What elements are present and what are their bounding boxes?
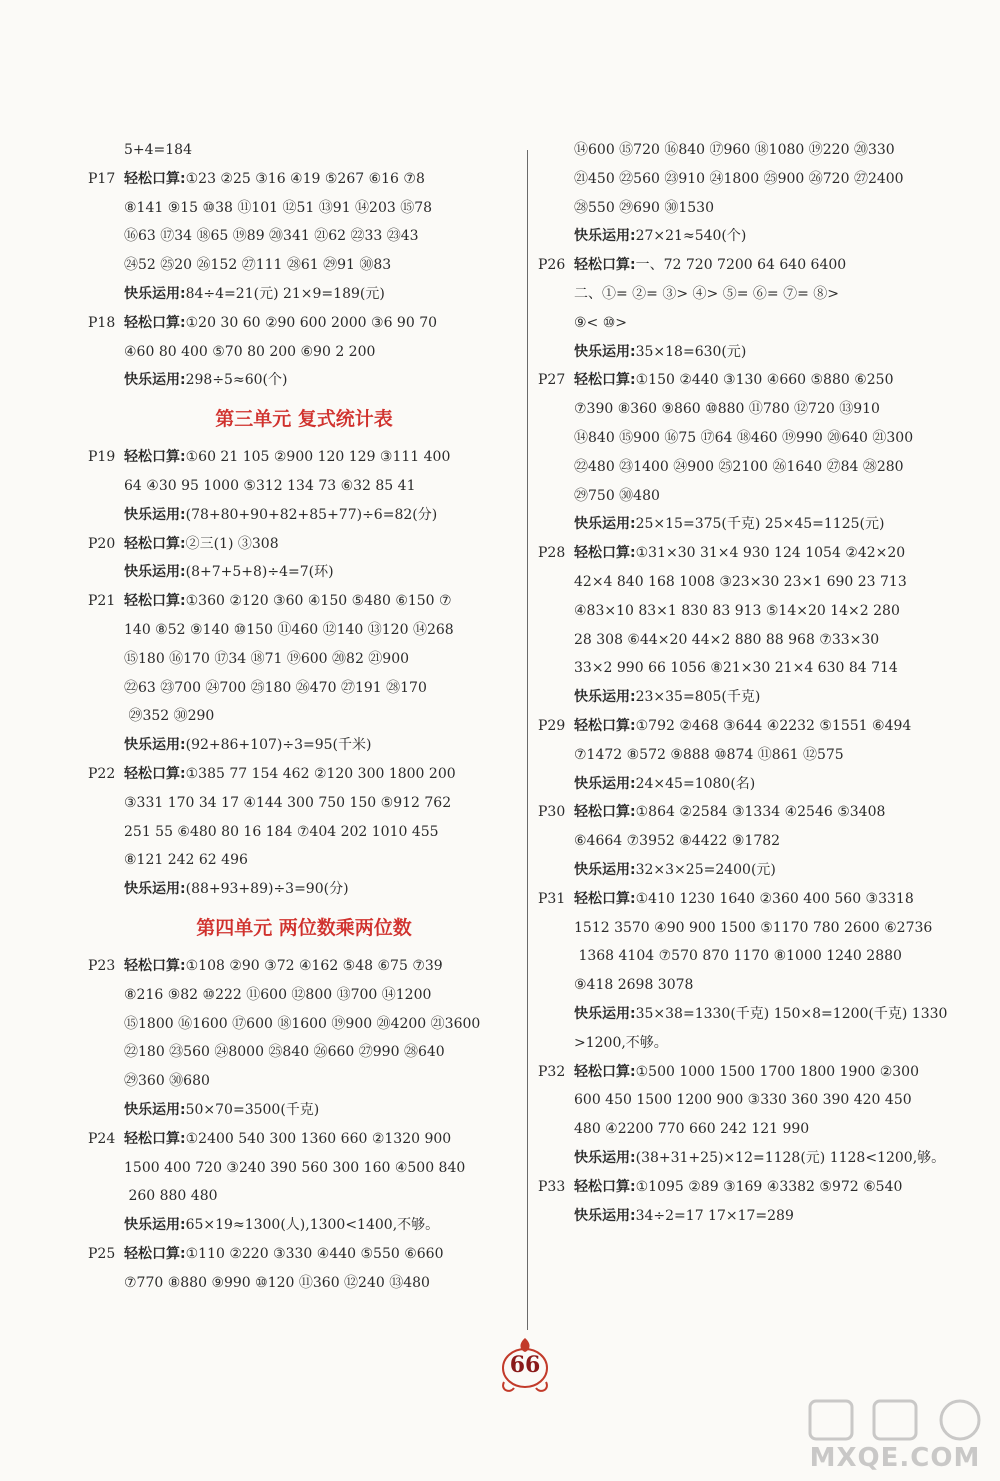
entry-text: ⑦770 ⑧880 ⑨990 ⑩120 ⑪360 ⑫240 ⑬480 bbox=[124, 1274, 430, 1291]
answer-entry bbox=[538, 889, 914, 909]
entry-label: 轻松口算: bbox=[124, 958, 186, 974]
answer-entry bbox=[88, 764, 456, 784]
answer-entry bbox=[88, 1129, 451, 1149]
entry-text: ①385 77 154 462 ②120 300 1800 200 bbox=[185, 766, 456, 782]
page-ref: P31 bbox=[538, 890, 566, 907]
page-ref: P26 bbox=[538, 257, 566, 274]
application-answer bbox=[88, 1215, 439, 1235]
continuation-line bbox=[88, 822, 439, 842]
continuation-line bbox=[88, 706, 214, 726]
entry-text: 32×3×25=2400(元) bbox=[635, 862, 776, 878]
entry-text: ㉙352 ㉚290 bbox=[124, 708, 215, 725]
page-ref: P19 bbox=[88, 449, 116, 466]
page-ref: P24 bbox=[88, 1130, 116, 1147]
entry-label: 快乐运用: bbox=[574, 516, 636, 533]
entry-text: ⑮180 ⑯170 ⑰34 ⑱71 ⑲600 ⑳82 ㉑900 bbox=[124, 650, 410, 667]
entry-text: ㉙360 ㉚680 bbox=[124, 1073, 210, 1090]
entry-text: 28 308 ⑥44×20 44×2 880 88 968 ⑦33×30 bbox=[574, 631, 880, 648]
entry-text: ①500 1000 1500 1700 1800 1900 ②300 bbox=[635, 1063, 919, 1080]
entry-text: 84÷4=21(元) 21×9=189(元) bbox=[185, 286, 385, 302]
entry-text: 1512 3570 ④90 900 1500 ⑤1170 780 2600 ⑥2736 bbox=[574, 919, 933, 936]
application-answer bbox=[88, 370, 287, 390]
entry-text: 251 55 ⑥480 80 16 184 ⑦404 202 1010 455 bbox=[124, 823, 439, 840]
entry-label: 轻松口算: bbox=[124, 593, 186, 610]
entry-text: 24×45=1080(名) bbox=[635, 775, 756, 792]
entry-label: 快乐运用: bbox=[574, 1207, 636, 1224]
entry-text: 140 ⑧52 ⑨140 ⑩150 ⑪460 ⑫140 ⑬120 ⑭268 bbox=[124, 622, 454, 638]
answer-entry bbox=[88, 1244, 444, 1264]
application-answer bbox=[538, 1206, 794, 1226]
page-ref: P30 bbox=[538, 804, 566, 821]
continuation-line bbox=[538, 946, 902, 966]
entry-label: 轻松口算: bbox=[124, 1130, 186, 1147]
continuation-line bbox=[88, 620, 454, 640]
application-answer bbox=[88, 505, 437, 525]
continuation-line bbox=[538, 284, 839, 304]
answer-entry bbox=[88, 591, 452, 611]
entry-text: ①410 1230 1640 ②360 400 560 ③3318 bbox=[635, 890, 914, 907]
entry-text: 27×21≈540(个) bbox=[635, 228, 747, 245]
application-answer bbox=[88, 735, 371, 755]
entry-text: ①23 ②25 ③16 ④19 ⑤267 ⑥16 ⑦8 bbox=[185, 170, 425, 187]
entry-label: 轻松口算: bbox=[124, 170, 186, 187]
entry-text: ㉒480 ㉓1400 ㉔900 ㉕2100 ㉖1640 ㉗84 ㉘280 bbox=[574, 458, 904, 475]
entry-text: 480 ④2200 770 660 242 121 990 bbox=[574, 1121, 810, 1138]
entry-text: ①864 ②2584 ③1334 ④2546 ⑤3408 bbox=[635, 804, 886, 821]
entry-text: ②三(1) ③308 bbox=[185, 535, 279, 552]
continuation-line bbox=[538, 745, 844, 765]
entry-text: ①110 ②220 ③330 ④440 ⑤550 ⑥660 bbox=[185, 1246, 444, 1262]
application-answer bbox=[538, 226, 746, 246]
entry-label: 快乐运用: bbox=[574, 689, 636, 706]
entry-text: ㉔52 ㉕20 ㉖152 ㉗111 ㉘61 ㉙91 ㉚83 bbox=[124, 257, 392, 274]
entry-text: 65×19≈1300(人),1300<1400,不够。 bbox=[185, 1217, 440, 1234]
continuation-line bbox=[538, 572, 907, 592]
continuation-line bbox=[88, 140, 192, 160]
entry-text: 25×15=375(千克) 25×45=1125(元) bbox=[635, 516, 885, 533]
application-answer bbox=[88, 562, 334, 582]
entry-text: 298÷5≈60(个) bbox=[185, 372, 288, 389]
page-ref: P22 bbox=[88, 766, 116, 782]
continuation-line bbox=[538, 831, 780, 851]
entry-label: 快乐运用: bbox=[574, 1006, 636, 1022]
continuation-line bbox=[88, 1014, 480, 1034]
entry-label: 快乐运用: bbox=[124, 1102, 186, 1118]
continuation-line bbox=[538, 313, 627, 333]
entry-text: ①60 21 105 ②900 120 129 ③111 400 bbox=[185, 449, 451, 466]
entry-text: ⑥4664 ⑦3952 ⑧4422 ⑨1782 bbox=[574, 833, 781, 850]
continuation-line bbox=[538, 169, 904, 189]
answer-entry bbox=[538, 1062, 919, 1082]
entry-text: ①108 ②90 ③72 ④162 ⑤48 ⑥75 ⑦39 bbox=[185, 958, 443, 974]
continuation-line bbox=[88, 476, 415, 496]
continuation-line bbox=[88, 1273, 430, 1293]
entry-label: 轻松口算: bbox=[124, 766, 186, 782]
entry-text: ⑧216 ⑨82 ⑩222 ⑪600 ⑫800 ⑬700 ⑭1200 bbox=[124, 986, 432, 1003]
entry-text: 一、72 720 7200 64 640 6400 bbox=[635, 257, 847, 274]
continuation-line bbox=[88, 678, 427, 698]
page-ref: P23 bbox=[88, 958, 116, 974]
page-ref: P17 bbox=[88, 170, 116, 187]
continuation-line bbox=[88, 649, 409, 669]
entry-label: 轻松口算: bbox=[124, 1246, 186, 1262]
page-ref: P18 bbox=[88, 314, 116, 331]
page-ref: P32 bbox=[538, 1063, 566, 1080]
entry-text: ⑦1472 ⑧572 ⑨888 ⑩874 ⑪861 ⑫575 bbox=[574, 746, 844, 763]
continuation-line bbox=[88, 793, 451, 813]
continuation-line bbox=[88, 850, 248, 870]
answer-entry bbox=[88, 447, 450, 467]
entry-text: 5+4=184 bbox=[124, 142, 192, 158]
continuation-line bbox=[88, 255, 391, 275]
entry-text: (38+31+25)×12=1128(元) 1128<1200,够。 bbox=[635, 1150, 946, 1166]
continuation-line bbox=[88, 1186, 218, 1206]
entry-text: ⑯63 ⑰34 ⑱65 ⑲89 ⑳341 ㉑62 ㉒33 ㉓43 bbox=[124, 228, 419, 245]
continuation-line bbox=[538, 198, 714, 218]
continuation-line bbox=[88, 1042, 445, 1062]
entry-label: 快乐运用: bbox=[124, 372, 186, 389]
entry-text: ①20 30 60 ②90 600 2000 ③6 90 70 bbox=[185, 314, 438, 331]
application-answer bbox=[88, 284, 385, 304]
entry-text: (78+80+90+82+85+77)÷6=82(分) bbox=[185, 506, 438, 523]
entry-text: (8+7+5+8)÷4=7(环) bbox=[185, 564, 334, 581]
entry-text: ①31×30 31×4 930 124 1054 ②42×20 bbox=[635, 545, 906, 562]
entry-label: 轻松口算: bbox=[574, 890, 636, 907]
continuation-line bbox=[538, 428, 913, 448]
entry-text: ⑧141 ⑨15 ⑩38 ⑪101 ⑫51 ⑬91 ⑭203 ⑮78 bbox=[124, 199, 433, 216]
entry-label: 快乐运用: bbox=[574, 228, 636, 245]
continuation-line bbox=[538, 486, 660, 506]
page-number: 66 bbox=[509, 1352, 541, 1378]
column-divider bbox=[527, 150, 528, 1330]
answer-entry bbox=[538, 543, 905, 563]
entry-text: ㉙750 ㉚480 bbox=[574, 487, 660, 504]
entry-label: 快乐运用: bbox=[124, 286, 186, 302]
entry-label: 轻松口算: bbox=[574, 372, 636, 389]
continuation-line bbox=[538, 399, 880, 419]
entry-label: 快乐运用: bbox=[124, 737, 186, 754]
entry-label: 轻松口算: bbox=[574, 1178, 636, 1195]
application-answer bbox=[538, 1148, 945, 1168]
entry-text: ㉒180 ㉓560 ㉔8000 ㉕840 ㉖660 ㉗990 ㉘640 bbox=[124, 1044, 445, 1061]
answer-entry bbox=[538, 716, 911, 736]
application-answer bbox=[538, 514, 884, 534]
page-ref: P27 bbox=[538, 372, 566, 389]
entry-text: 35×18=630(元) bbox=[635, 343, 747, 360]
application-answer bbox=[88, 1100, 319, 1120]
page-number-badge bbox=[490, 1330, 560, 1400]
continuation-line bbox=[538, 975, 693, 995]
continuation-line bbox=[88, 226, 419, 246]
entry-text: ⑨418 2698 3078 bbox=[574, 977, 694, 994]
answer-entry bbox=[538, 802, 885, 822]
page-ref: P25 bbox=[88, 1246, 116, 1262]
entry-text: ④83×10 83×1 830 83 913 ⑤14×20 14×2 280 bbox=[574, 602, 900, 619]
entry-text: 50×70=3500(千克) bbox=[185, 1102, 320, 1118]
entry-text: (88+93+89)÷3=90(分) bbox=[185, 881, 349, 898]
entry-label: 轻松口算: bbox=[574, 257, 636, 274]
watermark-site: MXQE.COM bbox=[809, 1443, 981, 1473]
entry-label: 快乐运用: bbox=[574, 343, 636, 360]
entry-text: 64 ④30 95 1000 ⑤312 134 73 ⑥32 85 41 bbox=[124, 478, 416, 494]
entry-label: 轻松口算: bbox=[124, 535, 186, 552]
application-answer bbox=[538, 860, 776, 880]
answer-entry bbox=[88, 534, 279, 554]
entry-text: 260 880 480 bbox=[124, 1188, 218, 1205]
entry-text: 42×4 840 168 1008 ③23×30 23×1 690 23 713 bbox=[574, 574, 907, 590]
continuation-line bbox=[538, 457, 904, 477]
entry-label: 快乐运用: bbox=[574, 862, 636, 878]
continuation-line bbox=[538, 1119, 809, 1139]
entry-text: ㉘550 ㉙690 ㉚1530 bbox=[574, 199, 714, 216]
entry-label: 轻松口算: bbox=[574, 804, 636, 821]
entry-text: 1368 4104 ⑦570 870 1170 ⑧1000 1240 2880 bbox=[574, 948, 902, 965]
watermark-logo-icon bbox=[800, 1395, 990, 1445]
entry-text: ⑭600 ⑮720 ⑯840 ⑰960 ⑱1080 ⑲220 ⑳330 bbox=[574, 142, 895, 158]
continuation-line bbox=[88, 198, 432, 218]
entry-text: ㉒63 ㉓700 ㉔700 ㉕180 ㉖470 ㉗191 ㉘170 bbox=[124, 679, 427, 696]
unit-heading: 第三单元 复式统计表 bbox=[215, 408, 393, 431]
continuation-line bbox=[88, 1071, 210, 1091]
continuation-line bbox=[538, 1033, 668, 1053]
entry-text: ①1095 ②89 ③169 ④3382 ⑤972 ⑥540 bbox=[635, 1178, 903, 1195]
entry-label: 快乐运用: bbox=[124, 506, 186, 523]
page-ref: P33 bbox=[538, 1178, 566, 1195]
entry-label: 轻松口算: bbox=[124, 314, 186, 331]
answer-entry bbox=[538, 1177, 902, 1197]
continuation-line bbox=[88, 342, 375, 362]
entry-label: 轻松口算: bbox=[574, 718, 636, 734]
answer-entry bbox=[538, 255, 846, 275]
application-answer bbox=[88, 879, 349, 899]
answer-entry bbox=[538, 370, 894, 390]
page-ref: P29 bbox=[538, 718, 566, 734]
continuation-line bbox=[538, 658, 898, 678]
entry-label: 快乐运用: bbox=[574, 1150, 636, 1166]
entry-label: 快乐运用: bbox=[574, 775, 636, 792]
entry-text: ①150 ②440 ③130 ④660 ⑤880 ⑥250 bbox=[635, 372, 894, 389]
continuation-line bbox=[538, 1090, 912, 1110]
answer-entry bbox=[88, 313, 437, 333]
entry-text: 二、①= ②= ③> ④> ⑤= ⑥= ⑦= ⑧> bbox=[574, 286, 839, 302]
entry-label: 轻松口算: bbox=[124, 449, 186, 466]
continuation-line bbox=[538, 630, 879, 650]
entry-text: 600 450 1500 1200 900 ③330 360 390 420 450 bbox=[574, 1092, 912, 1109]
entry-text: ⑭840 ⑮900 ⑯75 ⑰64 ⑱460 ⑲990 ⑳640 ㉑300 bbox=[574, 430, 914, 446]
continuation-line bbox=[538, 601, 900, 621]
entry-text: 1500 400 720 ③240 390 560 300 160 ④500 840 bbox=[124, 1159, 466, 1176]
entry-label: 快乐运用: bbox=[124, 881, 186, 898]
entry-text: 33×2 990 66 1056 ⑧21×30 21×4 630 84 714 bbox=[574, 660, 898, 677]
entry-text: 23×35=805(千克) bbox=[635, 689, 761, 706]
entry-text: >1200,不够。 bbox=[574, 1034, 668, 1051]
application-answer bbox=[538, 687, 760, 707]
continuation-line bbox=[88, 985, 431, 1005]
page-ref: P21 bbox=[88, 593, 116, 610]
entry-label: 轻松口算: bbox=[574, 1063, 636, 1080]
answer-entry bbox=[88, 956, 443, 976]
entry-text: ③331 170 34 17 ④144 300 750 150 ⑤912 762 bbox=[124, 794, 452, 811]
entry-text: ㉑450 ㉒560 ㉓910 ㉔1800 ㉕900 ㉖720 ㉗2400 bbox=[574, 170, 904, 187]
entry-text: ④60 80 400 ⑤70 80 200 ⑥90 2 200 bbox=[124, 343, 376, 360]
entry-text: ①2400 540 300 1360 660 ②1320 900 bbox=[185, 1130, 452, 1147]
entry-text: 34÷2=17 17×17=289 bbox=[635, 1207, 794, 1224]
entry-text: ⑦390 ⑧360 ⑨860 ⑩880 ⑪780 ⑫720 ⑬910 bbox=[574, 401, 880, 418]
application-answer bbox=[538, 774, 755, 794]
entry-label: 轻松口算: bbox=[574, 545, 636, 562]
application-answer bbox=[538, 342, 746, 362]
entry-text: ⑧121 242 62 496 bbox=[124, 852, 248, 869]
answer-entry bbox=[88, 169, 425, 189]
entry-text: 35×38=1330(千克) 150×8=1200(千克) 1330 bbox=[635, 1006, 948, 1022]
continuation-line bbox=[538, 140, 895, 160]
entry-text: ①360 ②120 ③60 ④150 ⑤480 ⑥150 ⑦ bbox=[185, 593, 452, 610]
page-ref: P20 bbox=[88, 535, 116, 552]
entry-label: 快乐运用: bbox=[124, 1217, 186, 1234]
watermark bbox=[800, 1395, 990, 1475]
continuation-line bbox=[88, 1158, 465, 1178]
entry-label: 快乐运用: bbox=[124, 564, 186, 581]
entry-text: ⑨< ⑩> bbox=[574, 314, 628, 331]
entry-text: (92+86+107)÷3=95(千米) bbox=[185, 737, 372, 754]
application-answer bbox=[538, 1004, 947, 1024]
continuation-line bbox=[538, 918, 932, 938]
unit-heading: 第四单元 两位数乘两位数 bbox=[196, 917, 412, 939]
page-ref: P28 bbox=[538, 545, 566, 562]
entry-text: ⑮1800 ⑯1600 ⑰600 ⑱1600 ⑲900 ⑳4200 ㉑3600 bbox=[124, 1015, 481, 1032]
entry-text: ①792 ②468 ③644 ④2232 ⑤1551 ⑥494 bbox=[635, 718, 912, 734]
